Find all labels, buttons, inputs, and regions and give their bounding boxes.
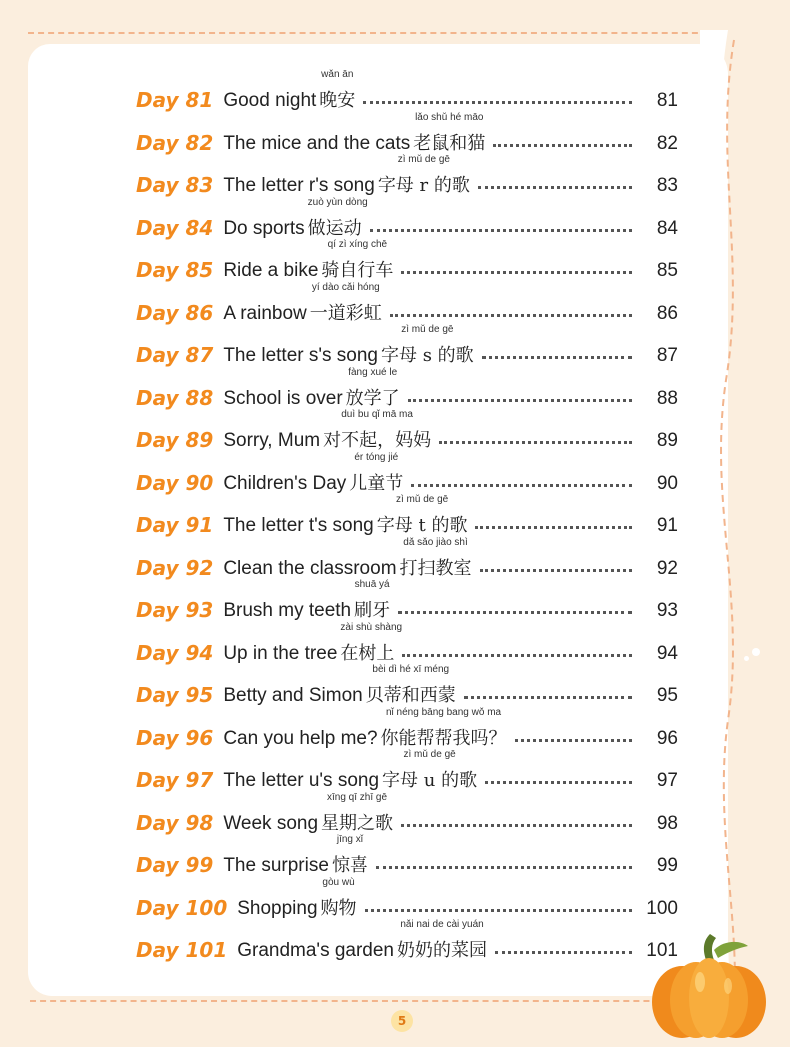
lesson-title: The letter s's song <box>223 345 378 366</box>
chinese-title-group <box>321 239 394 282</box>
page-ref: 101 <box>646 940 678 961</box>
lesson-title: Betty and Simon <box>223 685 363 706</box>
day-label: Day 100 <box>136 895 228 920</box>
page-ref: 93 <box>656 600 678 621</box>
day-label: Day 89 <box>136 428 214 452</box>
dot-leader <box>475 526 632 529</box>
pinyin: zì mǔ de gē <box>401 324 454 335</box>
pinyin: nǐ néng bāng bang wǒ ma <box>386 706 502 718</box>
dot-leader <box>363 101 632 104</box>
lesson-title: Week song <box>223 812 319 834</box>
chinese-title-group <box>380 324 474 367</box>
chinese-title-group <box>399 536 472 580</box>
toc-entry[interactable] <box>136 281 678 325</box>
pinyin: zì mǔ de gē <box>397 154 450 165</box>
chinese-title: 放学了 <box>345 387 400 409</box>
lesson-title: Ride a bike <box>223 260 319 281</box>
chinese-title-group <box>413 111 486 155</box>
bottom-dashed-border <box>30 1000 750 1002</box>
chinese-title: 字母 u 的歌 <box>382 770 478 791</box>
dot-leader <box>401 271 632 274</box>
page-ref: 100 <box>646 897 678 919</box>
sparkle-dot <box>744 656 749 661</box>
day-label: Day 93 <box>136 598 214 622</box>
dot-leader <box>408 399 632 402</box>
chinese-title: 在树上 <box>340 642 395 664</box>
lesson-title: Sorry, Mum <box>223 430 321 451</box>
page-ref: 89 <box>656 430 678 451</box>
pinyin: zài shù shàng <box>340 621 403 633</box>
toc-entry[interactable] <box>136 196 678 240</box>
dot-leader <box>370 229 632 232</box>
lesson-title: Shopping <box>237 897 318 919</box>
day-label: Day 88 <box>136 385 214 410</box>
page-ref: 95 <box>656 685 678 706</box>
toc-entry[interactable] <box>136 834 678 877</box>
chinese-title: 字母 t 的歌 <box>376 515 468 536</box>
chinese-title: 字母 s 的歌 <box>380 345 474 366</box>
page-ref: 87 <box>656 345 678 366</box>
day-label: Day 86 <box>136 300 214 325</box>
page-ref: 91 <box>656 515 678 536</box>
lesson-title: The letter u's song <box>223 770 380 791</box>
pinyin: xīng qī zhī gē <box>327 791 388 803</box>
toc-entry[interactable] <box>136 536 678 580</box>
chinese-title-group <box>354 579 391 622</box>
pinyin: ér tóng jié <box>354 451 399 463</box>
dot-leader <box>480 569 632 572</box>
page-ref: 92 <box>656 557 678 579</box>
day-label: Day 82 <box>136 130 214 155</box>
toc-entry[interactable] <box>136 69 678 112</box>
chinese-title: 惊喜 <box>331 855 368 876</box>
lesson-title: Clean the classroom <box>223 557 397 579</box>
dot-leader <box>401 824 632 827</box>
toc-entry[interactable] <box>136 621 678 665</box>
toc-entry[interactable] <box>136 409 678 452</box>
pinyin: zì mǔ de gē <box>403 749 456 760</box>
day-label: Day 97 <box>136 768 214 792</box>
page-ref: 99 <box>656 855 678 876</box>
page-ref: 81 <box>656 90 678 111</box>
dot-leader <box>515 739 632 742</box>
lesson-title: The surprise <box>223 855 329 876</box>
lesson-title: Grandma's garden <box>237 940 395 961</box>
toc-entry[interactable] <box>136 876 678 920</box>
chinese-title-group <box>323 409 432 452</box>
pinyin: nǎi nai de cài yuán <box>400 919 484 930</box>
dot-leader <box>482 356 632 359</box>
pinyin: fàng xué le <box>348 366 398 378</box>
top-dashed-border <box>28 32 718 34</box>
toc-entry[interactable] <box>136 664 678 707</box>
page-ref: 94 <box>656 642 678 664</box>
toc-entry[interactable] <box>136 919 678 962</box>
chinese-title: 对不起，妈妈 <box>323 430 432 451</box>
day-label: Day 98 <box>136 810 214 835</box>
day-label: Day 91 <box>136 513 214 537</box>
lesson-title: The letter r's song <box>223 175 375 196</box>
chinese-title: 晚安 <box>319 90 356 111</box>
lesson-title: Good night <box>223 90 317 111</box>
chinese-title: 做运动 <box>307 217 362 239</box>
chinese-title-group <box>319 69 356 112</box>
chinese-title-group <box>309 281 382 325</box>
toc-entry[interactable] <box>136 366 678 410</box>
chinese-title-group <box>377 154 470 197</box>
page-number-badge: 5 <box>391 1010 413 1032</box>
pinyin: jīng xǐ <box>336 834 363 845</box>
day-label: Day 81 <box>136 88 214 112</box>
pinyin: wǎn ān <box>321 69 354 80</box>
sparkle-dot <box>752 648 760 656</box>
pinyin: zì mǔ de gē <box>395 494 449 505</box>
dot-leader <box>478 186 632 189</box>
lesson-title: The letter t's song <box>223 515 374 536</box>
day-label: Day 99 <box>136 853 214 877</box>
chinese-title-group <box>331 834 368 877</box>
page-ref: 96 <box>656 727 678 749</box>
pinyin: gòu wù <box>322 876 355 888</box>
page-ref: 98 <box>656 812 678 834</box>
lesson-title: The mice and the cats <box>223 132 411 154</box>
chinese-title: 刷牙 <box>354 600 391 621</box>
day-label: Day 101 <box>136 938 228 962</box>
lesson-title: School is over <box>223 387 343 409</box>
dot-leader <box>485 781 632 784</box>
page-ref: 82 <box>656 132 678 154</box>
page-ref: 83 <box>656 175 678 196</box>
dot-leader <box>493 144 632 147</box>
toc-entry[interactable] <box>136 324 678 367</box>
day-label: Day 96 <box>136 725 214 750</box>
toc-entry[interactable] <box>136 239 678 282</box>
dot-leader <box>411 484 632 487</box>
lesson-title: A rainbow <box>223 302 307 324</box>
dot-leader <box>464 696 632 699</box>
toc-entry[interactable] <box>136 579 678 622</box>
chinese-title: 奶奶的菜园 <box>397 940 488 961</box>
lesson-title: Brush my teeth <box>223 600 352 621</box>
pinyin: zuò yùn dòng <box>307 196 368 208</box>
chinese-title-group <box>397 919 488 962</box>
chinese-title-group <box>380 706 507 750</box>
chinese-title-group <box>320 876 357 920</box>
day-label: Day 83 <box>136 173 214 197</box>
wavy-page-edge <box>700 30 760 1010</box>
chinese-title: 儿童节 <box>349 472 404 494</box>
page-ref: 97 <box>656 770 678 791</box>
toc-entry[interactable] <box>136 749 678 792</box>
chinese-title: 你能帮帮我吗？ <box>380 727 507 749</box>
pinyin: yí dào cǎi hóng <box>311 281 380 293</box>
page-ref: 86 <box>656 302 678 324</box>
pinyin: dǎ sǎo jiào shì <box>403 536 468 548</box>
chinese-title-group <box>376 494 468 537</box>
page-ref: 90 <box>656 472 678 494</box>
chinese-title: 打扫教室 <box>399 557 472 579</box>
pinyin: bèi dì hé xī méng <box>372 664 450 675</box>
toc-entry[interactable] <box>136 111 678 155</box>
toc-entry[interactable] <box>136 154 678 197</box>
chinese-title-group <box>340 621 403 665</box>
lesson-title: Can you help me? <box>223 727 378 749</box>
chinese-title-group <box>321 791 394 835</box>
dot-leader <box>495 951 632 954</box>
pumpkin-icon <box>644 930 774 1045</box>
pinyin: shuā yá <box>354 579 390 590</box>
dot-leader <box>376 866 632 869</box>
lesson-title: Do sports <box>223 217 305 239</box>
dot-leader <box>439 441 632 444</box>
toc-entry[interactable] <box>136 706 678 750</box>
dot-leader <box>365 909 632 912</box>
page-ref: 84 <box>656 217 678 239</box>
chinese-title-group <box>382 749 478 792</box>
lesson-title: Up in the tree <box>223 642 338 664</box>
pinyin: lǎo shǔ hé māo <box>415 111 484 123</box>
chinese-title: 贝蒂和西蒙 <box>365 685 456 706</box>
day-label: Day 84 <box>136 215 214 240</box>
day-label: Day 87 <box>136 343 214 367</box>
day-label: Day 95 <box>136 683 214 707</box>
dot-leader <box>402 654 632 657</box>
chinese-title: 老鼠和猫 <box>413 132 486 154</box>
chinese-title: 购物 <box>320 897 357 919</box>
chinese-title-group <box>307 196 368 240</box>
toc-entry[interactable] <box>136 451 678 495</box>
chinese-title-group <box>345 366 400 410</box>
page-ref: 85 <box>656 260 678 281</box>
dot-leader <box>398 611 632 614</box>
chinese-title: 星期之歌 <box>321 812 394 834</box>
toc-entry[interactable] <box>136 791 678 835</box>
pinyin: duì bu qǐ mā ma <box>341 409 413 420</box>
day-label: Day 92 <box>136 555 214 580</box>
day-label: Day 94 <box>136 640 214 665</box>
day-label: Day 85 <box>136 258 214 282</box>
chinese-title: 一道彩虹 <box>309 302 382 324</box>
chinese-title-group <box>365 664 456 707</box>
lesson-title: Children's Day <box>223 472 347 494</box>
pinyin: qí zì xíng chē <box>327 239 388 250</box>
chinese-title-group <box>349 451 404 495</box>
toc-entry[interactable] <box>136 494 678 537</box>
chinese-title: 骑自行车 <box>321 260 394 281</box>
dot-leader <box>390 314 632 317</box>
day-label: Day 90 <box>136 470 214 495</box>
chinese-title: 字母 r 的歌 <box>377 175 470 196</box>
page-ref: 88 <box>656 387 678 409</box>
